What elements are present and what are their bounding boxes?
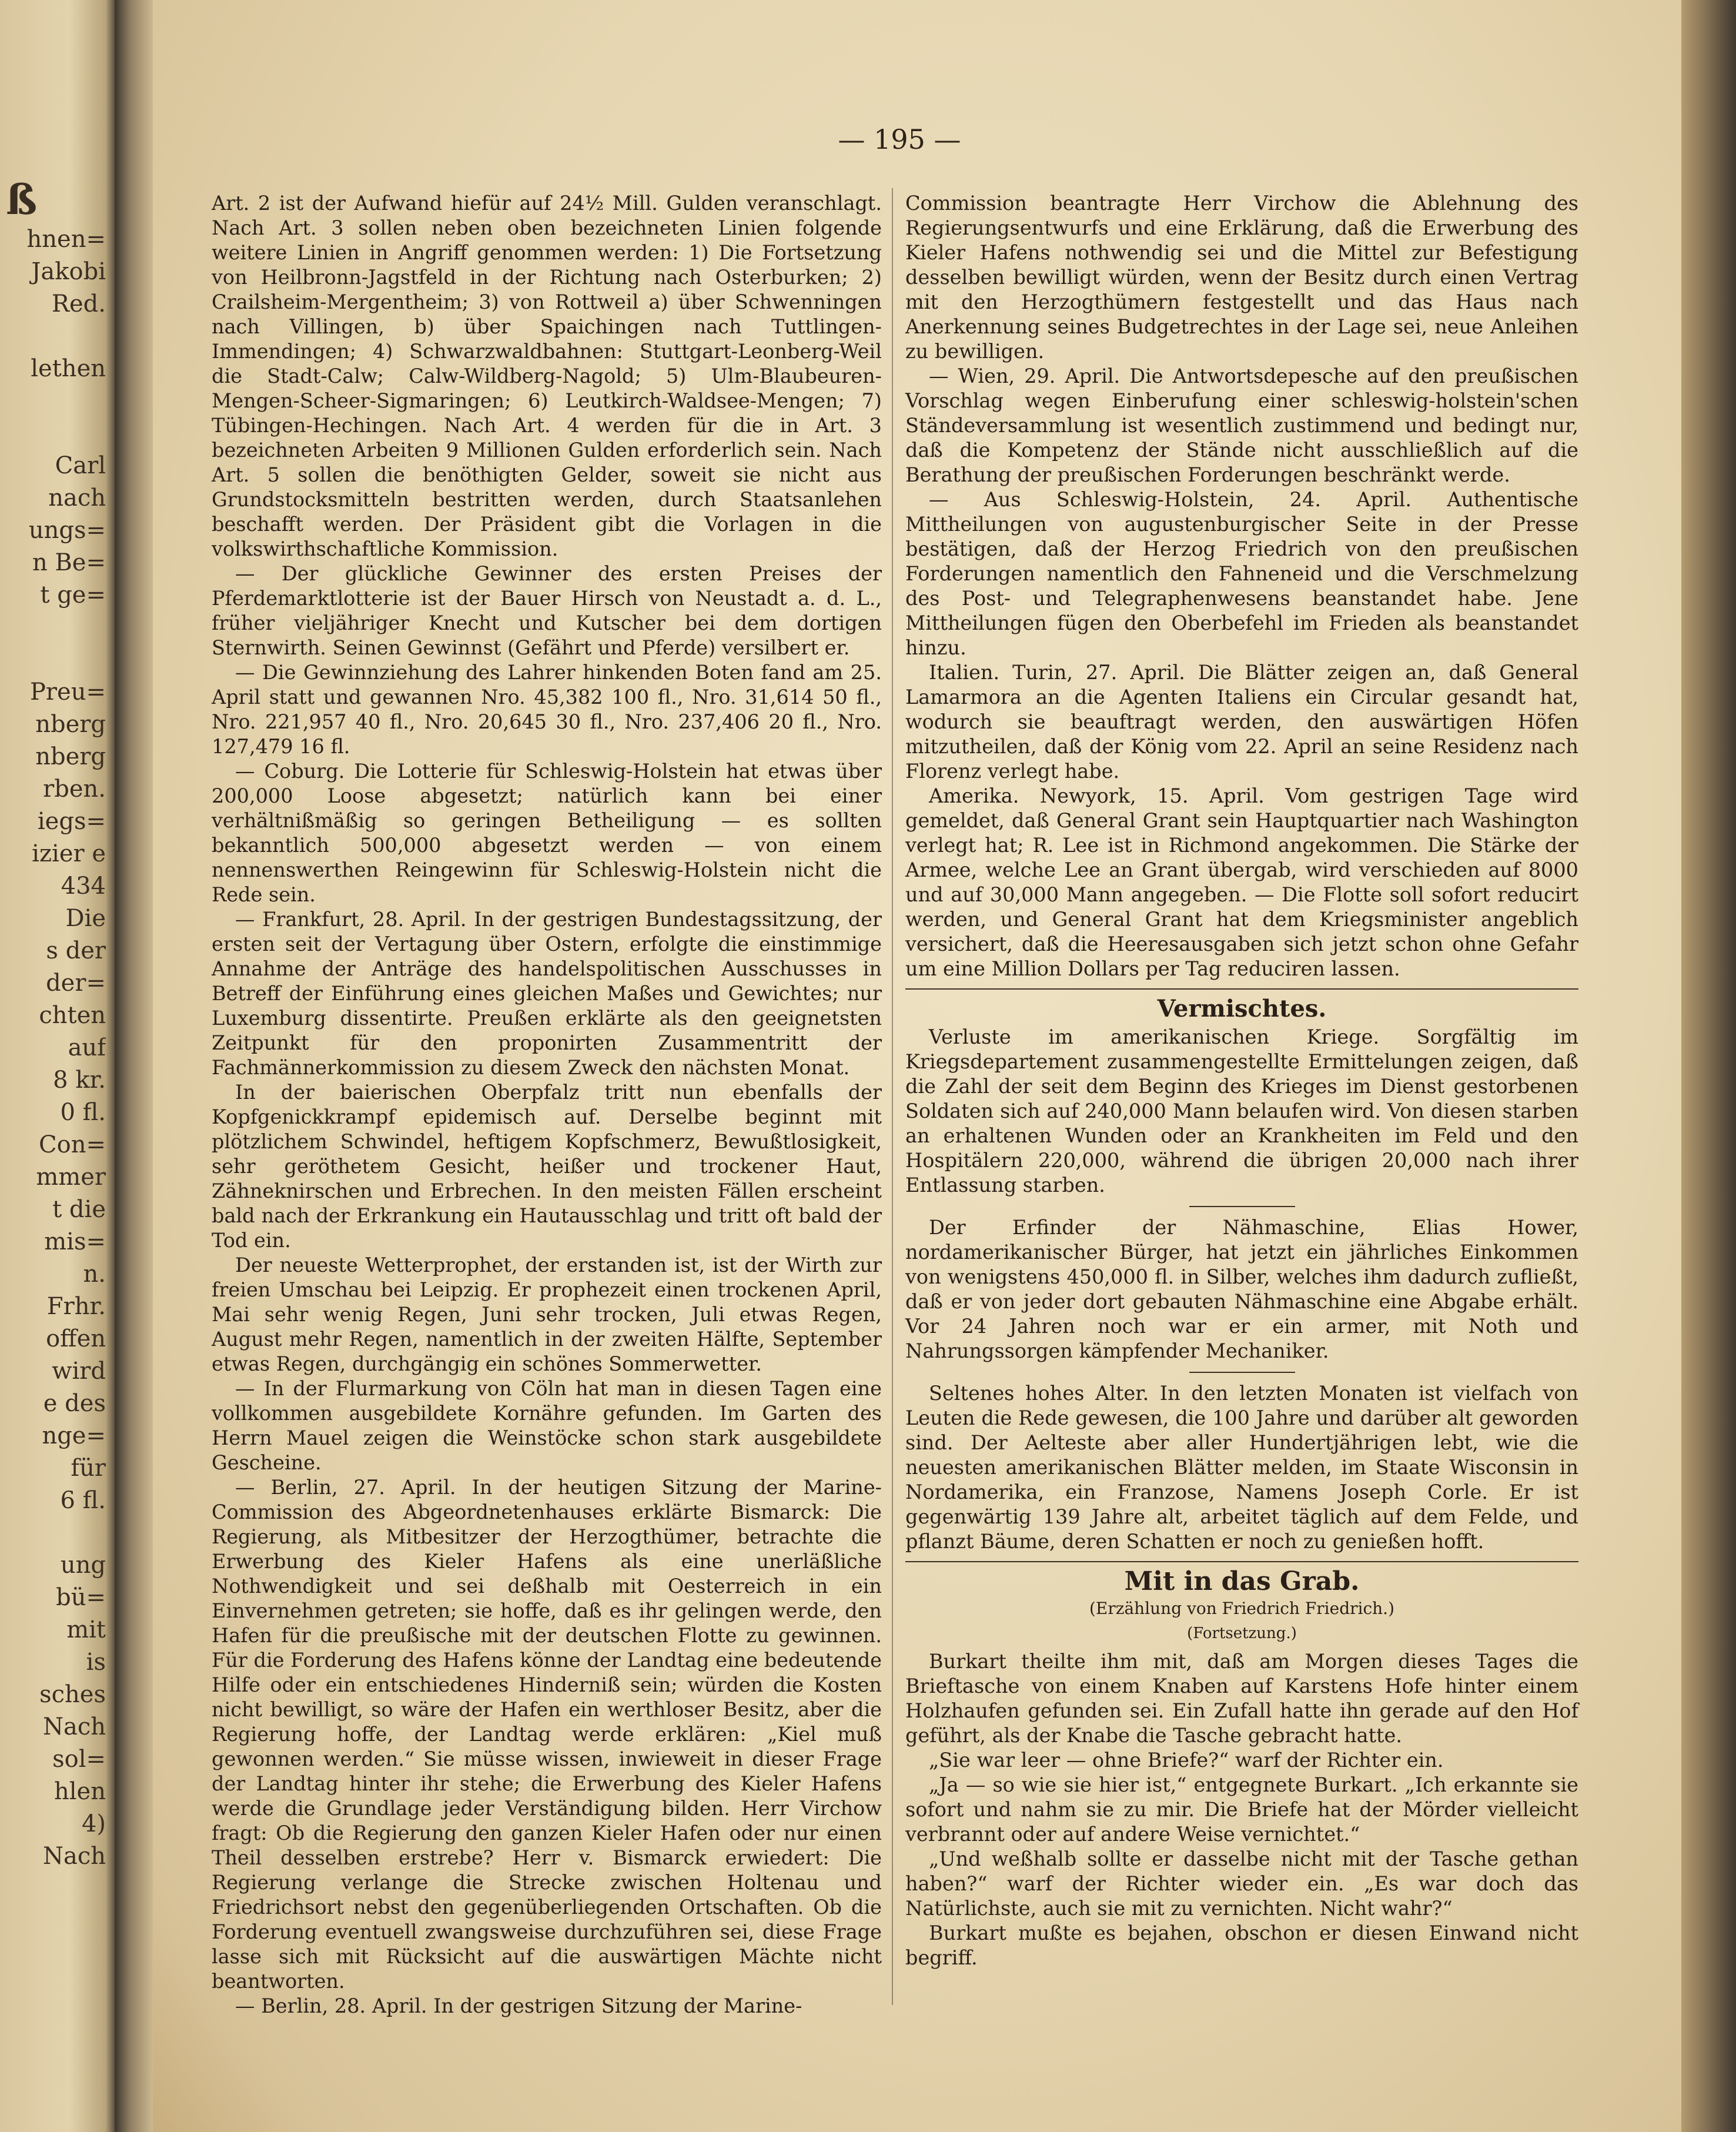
article-sewing-machine: Der Erfinder der Nähmaschine, Elias Hower, nordamerikanischer Bürger, hat jetzt ein jährliches Einkommen von wenigstens 450,000 fl. in Silber, welches ihm dadurch zufließt, daß er von jeder dort gebauten Nähmaschine eine Abgabe erhält. Vor 24 Jahren noch war er ein armer, mit Noth und Nahrungssorgen kämpfender Mechaniker.	[905, 1216, 1578, 1362]
left-fragment-line: Con=	[39, 1131, 106, 1158]
left-fragment-line: rben.	[43, 776, 106, 803]
article-frankfurt: — Frankfurt, 28. April. In der gestrigen Bundestagssitzung, der ersten seit der Vertagung über Ostern, erfolgte die einstimmige Annahme der Anträge des handelspolitischen Ausschusses in Betreff der Einführung eines gleichen Maßes und Gewichtes; nur Luxemburg dissentirte. Preußen erklärte als den geeignetsten Zeitpunkt für den proponirten Zusammentritt der Fachmännerkommission zu diesem Zweck den nächsten Monat.	[212, 908, 882, 1079]
left-fragment-line: n Be=	[32, 549, 106, 576]
left-fragment-line: 4)	[81, 1810, 106, 1837]
left-fragment-line: t ge=	[40, 582, 106, 609]
article-wien: — Wien, 29. April. Die Antwortsdepesche auf den preußischen Vorschlag wegen Einberufung einer schleswig-holstein'schen Ständeversammlung ist wesentlich zustimmend und bedingt nur, daß die Kompetenz der Stände nicht ausschließlich auf die Berathung der preußischen Forderungen beschränkt werde.	[905, 365, 1578, 486]
left-fragment-line: mis=	[44, 1228, 106, 1255]
left-fragment-line: hnen=	[26, 226, 106, 253]
story-paragraph: Burkart mußte es bejahen, obschon er diesen Einwand nicht begriff.	[905, 1922, 1578, 1969]
story-title: Mit in das Grab.	[1124, 1566, 1360, 1596]
left-fragment-line: n.	[83, 1261, 106, 1288]
left-fragment-line: der=	[46, 970, 106, 997]
article-war-losses: Verluste im amerikanischen Kriege. Sorgfältig im Kriegsdepartement zusammengestellte Ermittelungen zeigen, daß die Zahl der seit dem Beginn des Krieges im Dienst gestorbenen Soldaten sich auf 240,000 Mann belaufen wird. Von diesen starben an erhaltenen Wunden oder an Krankheiten im Feld und den Hospitälern 220,000, während die übrigen 20,000 nach ihrer Entlassung starben.	[905, 1025, 1578, 1197]
article-coburg: — Coburg. Die Lotterie für Schleswig-Holstein hat etwas über 200,000 Loose abgesetzt; natürlich kann bei einer verhältnißmäßig so geringen Betheiligung — es sollten bekanntlich 500,000 abgesetzt werden — von einem nennenswerthen Reingewinn für Schleswig-Holstein nicht die Rede sein.	[212, 760, 882, 906]
short-rule	[1189, 1206, 1295, 1207]
left-fragment-line: hlen	[54, 1778, 106, 1805]
left-fragment-line: Nach	[42, 1713, 106, 1740]
story-paragraph: „Und weßhalb sollte er dasselbe nicht mit der Tasche gethan haben?“ warf der Richter wieder ein. „Es war doch das Natürlichste, auch sie mit zu vernichten. Nicht wahr?“	[905, 1847, 1578, 1920]
left-fragment-line: Carl	[55, 452, 106, 479]
article-oberpfalz: In der baierischen Oberpfalz tritt nun ebenfalls der Kopfgenickkrampf epidemisch auf. Derselbe beginnt mit plötzlichem Schwindel, heftigem Kopfschmerz, Bewußtlosigkeit, sehr geröthetem Gesicht, heißer und trockener Haut, Zähneknirschen und Erbrechen. In den meisten Fällen erscheint bald nach der Erkrankung ein Hautausschlag und tritt oft bald der Tod ein.	[212, 1081, 882, 1252]
left-fragment-line	[6, 611, 106, 644]
left-fragment-line: Jakobi	[31, 258, 106, 285]
article-weather-prophet: Der neueste Wetterprophet, der erstanden ist, ist der Wirth zur freien Umschau bei Leipzig. Er prophezeit einen trockenen April, Mai sehr wenig Regen, Juni sehr trocken, Juli etwas Regen, August mehr Regen, namentlich in der zweiten Hälfte, September etwas Regen, durchgängig ein schönes Sommerwetter.	[212, 1254, 882, 1375]
left-fragment-line: nge=	[42, 1422, 106, 1449]
right-column	[905, 191, 1578, 1970]
left-fragment-line: sol=	[52, 1746, 106, 1773]
left-page-fragments	[6, 176, 106, 1873]
left-fragment-line: Nach	[42, 1843, 106, 1870]
article-berlin-28: — Berlin, 28. April. In der gestrigen Sitzung der Marine-	[235, 1994, 802, 2017]
article-lahr-drawing: — Die Gewinnziehung des Lahrer hinkenden Boten fand am 25. April statt und gewannen Nro. 45,382 100 fl., Nro. 31,614 50 fl., Nro. 221,957 40 fl., Nro. 20,645 30 fl., Nro. 237,406 20 fl., Nro. 127,479 16 fl.	[212, 661, 882, 758]
article-berlin-27: — Berlin, 27. April. In der heutigen Sitzung der Marine-Commission des Abgeordnetenhauses erklärte Bismarck: Die Regierung, als Mitbesitzer der Herzogthümer, betrachte die Erwerbung des Kieler Hafens als eine unerläßliche Nothwendigkeit und sei deßhalb mit Oesterreich in ein Einvernehmen getreten; sie hoffe, daß es ihr gelingen werde, den Hafen für die preußische mit der deutschen Flotte zu gewinnen. Für die Forderung des Hafens könne der Landtag eine bedeutende Hilfe oder ein entschiedenes Hinderniß sein; würden die Kosten nicht bewilligt, so wäre der Hafen ein werthloser Besitz, aber die Regierung hoffe, der Landtag werde erklären: „Kiel muß gewonnen werden.“ Sie müsse wissen, inwieweit in dieser Frage der Landtag hinter ihr stehe; die Erwerbung des Kieler Hafens werde die Grundlage jeder Verständigung bilden. Herr Virchow fragt: Ob die Regierung den ganzen Kieler Hafen oder nur einen Theil desselben erstrebe? Herr v. Bismarck erwiedert: Die Regierung verlange die Strecke zwischen Holtenau und Friedrichsort nebst den gegenüberliegenden Ortschaften. Ob die Forderung eventuell zwangsweise durchzuführen sei, diese Frage lasse sich mit Rücksicht auf die auswärtigen Mächte nicht beantworten.	[212, 1476, 882, 1993]
article-schleswig: — Aus Schleswig-Holstein, 24. April. Authentische Mittheilungen von augustenburgischer Seite in der Presse bestätigen, daß der Herzog Friedrich von den preußischen Forderungen namentlich den Fahneneid und die Verschmelzung des Post- und Telegraphenwesens beanstandet habe. Jene Mittheilungen fügen den Oberbefehl im Frieden als beanstandet hinzu.	[905, 488, 1578, 659]
left-fragment-line: lethen	[31, 355, 106, 382]
story-paragraph: Burkart theilte ihm mit, daß am Morgen dieses Tages die Brieftasche von einem Knaben auf Karstens Hofe hinter einem Holzhaufen gefunden sei. Ein Zufall hatte ihn gerade auf den Hof geführt, als der Knabe die Tasche gebracht hatte.	[905, 1650, 1578, 1747]
left-fragment-line	[6, 320, 106, 353]
left-fragment-line: mit	[66, 1616, 106, 1643]
left-fragment-line: 434	[61, 873, 106, 900]
left-column	[212, 191, 882, 2019]
left-page-edge	[0, 0, 115, 2132]
story-subtitle: (Erzählung von Friedrich Friedrich.)	[1089, 1599, 1395, 1618]
article-coeln: — In der Flurmarkung von Cöln hat man in diesen Tagen eine vollkommen ausgebildete Kornähre gefunden. Im Garten des Herrn Mauel zeigen die Weinstöcke schon stark ausgebildete Gescheine.	[212, 1377, 882, 1474]
left-fragment-line: 8 kr.	[53, 1067, 106, 1094]
left-fragment-line: Red.	[51, 290, 106, 318]
left-fragment-line: is	[86, 1649, 106, 1676]
left-fragment-line: e des	[43, 1390, 106, 1417]
article-lottery-winner: — Der glückliche Gewinner des ersten Preises der Pferdemarktlotterie ist der Bauer Hirsch von Neustadt a. d. L., früher vieljähriger Knecht und Kutscher bei dem dortigen Sternwirth. Seinen Gewinnst (Gefährt und Pferde) versilbert er.	[212, 562, 882, 659]
left-fragment-line: izier e	[32, 840, 106, 867]
left-fragment-line: t die	[52, 1196, 106, 1223]
left-fragment-line	[6, 417, 106, 450]
left-fragment-line: Die	[65, 905, 106, 932]
left-fragment-line: mmer	[36, 1164, 106, 1191]
left-fragment-line: 0 fl.	[60, 1099, 106, 1126]
left-fragment-line: nach	[48, 484, 106, 512]
left-fragment-line: chten	[39, 1002, 106, 1029]
book-gutter	[115, 0, 153, 2132]
column-divider	[892, 188, 893, 2005]
short-rule	[1189, 1372, 1295, 1373]
left-fragment-line: nberg	[35, 711, 106, 738]
article-amerika: Amerika. Newyork, 15. April. Vom gestrigen Tage wird gemeldet, daß General Grant sein Hauptquartier nach Washington verlegt hat; R. Lee ist in Richmond angekommen. Die Stärke der Armee, welche Lee an Grant übergab, wird verschieden auf 8000 und auf 30,000 Mann angegeben. — Die Flotte soll sofort reducirt werden, und General Grant hat dem Kriegsminister angeblich versichert, daß die Heeresausgaben sich jetzt schon ohne Gefahr um eine Million Dollars per Tag reduciren lassen.	[905, 784, 1578, 980]
left-fragment-line	[6, 644, 106, 676]
left-fragment-line: ungs=	[28, 517, 106, 544]
story-paragraph: „Sie war leer — ohne Briefe?“ warf der Richter ein.	[929, 1749, 1444, 1772]
section-rule	[905, 988, 1578, 990]
page-number: — 195 —	[838, 123, 961, 155]
left-fragment-line: wird	[52, 1358, 106, 1385]
left-fragment-line: für	[71, 1455, 106, 1482]
article-railway-law: Art. 2 ist der Aufwand hiefür auf 24½ Mill. Gulden veranschlagt. Nach Art. 3 sollen neben oben bezeichneten Linien folgende weitere Linien in Angriff genommen werden: 1) Die Fortsetzung von Heilbronn-Jagstfeld in der Richtung nach Osterburken; 2) Crailsheim-Mergentheim; 3) von Rottweil a) über Schwenningen nach Villingen, b) über Spaichingen nach Tuttlingen-Immendingen; 4) Schwarzwaldbahnen: Stuttgart-Leonberg-Weil die Stadt-Calw; Calw-Wildberg-Nagold; 5) Ulm-Blaubeuren-Mengen-Scheer-Sigmaringen; 6) Leutkirch-Waldsee-Mengen; 7) Tübingen-Hechingen. Nach Art. 4 werden für die in Art. 3 bezeichneten Arbeiten 9 Millionen Gulden erforderlich sein. Nach Art. 5 sollen die benöthigten Gelder, soweit sie nicht aus Grundstocksmitteln bestritten werden, durch Staatsanlehen beschafft werden. Der Präsident gibt die Vorlagen in die volkswirthschaftliche Kommission.	[212, 192, 882, 560]
left-fragment-line: offen	[46, 1325, 106, 1352]
left-fragment-line: ung	[60, 1552, 106, 1579]
left-fragment-line: Preu=	[30, 679, 106, 706]
story-paragraph: „Ja — so wie sie hier ist,“ entgegnete Burkart. „Ich erkannte sie sofort und nahm sie zu mir. Die Briefe hat der Mörder vielleicht verbrannt oder auf andere Weise vernichtet.“	[905, 1773, 1578, 1846]
article-italien: Italien. Turin, 27. April. Die Blätter zeigen an, daß General Lamarmora an die Agenten Italiens ein Circular gesandt hat, wodurch sie beauftragt werden, den auswärtigen Höfen mitzutheilen, daß der König vom 22. April an seine Residenz nach Florenz verlegt habe.	[905, 661, 1578, 783]
left-fragment-line: bü=	[56, 1584, 106, 1611]
left-fragment-line: 6 fl.	[60, 1487, 106, 1514]
section-rule	[905, 1561, 1578, 1562]
section-heading-misc: Vermischtes.	[1157, 995, 1327, 1022]
article-old-age: Seltenes hohes Alter. In den letzten Monaten ist vielfach von Leuten die Rede gewesen, die 100 Jahre und darüber alt geworden sind. Der Aelteste aber aller Hundertjährigen lebt, wie die neuesten amerikanischen Blätter melden, im Staate Wisconsin in Nordamerika, ein Franzose, Namens Joseph Corle. Er ist gegenwärtig 139 Jahre alt, arbeitet täglich auf dem Felde, und pflanzt Bäume, deren Schatten er noch zu genießen hofft.	[905, 1382, 1578, 1553]
page-edge-shadow	[1681, 0, 1736, 2132]
left-fragment-line: auf	[68, 1034, 106, 1061]
left-fragment-line: iegs=	[37, 808, 106, 835]
left-fragment-line: ß	[6, 176, 38, 223]
left-fragment-line: nberg	[35, 743, 106, 770]
left-fragment-line: s der	[46, 937, 106, 964]
left-fragment-line: Frhr.	[46, 1293, 106, 1320]
article-commission: Commission beantragte Herr Virchow die Ablehnung des Regierungsentwurfs und eine Erklärung, daß die Erwerbung des Kieler Hafens nothwendig sei und die Mittel zur Befestigung desselben bewilligt würden, wenn der Besitz durch einen Vertrag mit den Herzogthümern festgestellt und das Haus nach Anerkennung seines Budgetrechtes in der Lage sei, neue Anleihen zu bewilligen.	[905, 192, 1578, 363]
left-fragment-line: sches	[39, 1681, 106, 1708]
left-fragment-line	[6, 385, 106, 417]
story-continued: (Fortsetzung.)	[1187, 1625, 1297, 1642]
left-fragment-line	[6, 1517, 106, 1549]
